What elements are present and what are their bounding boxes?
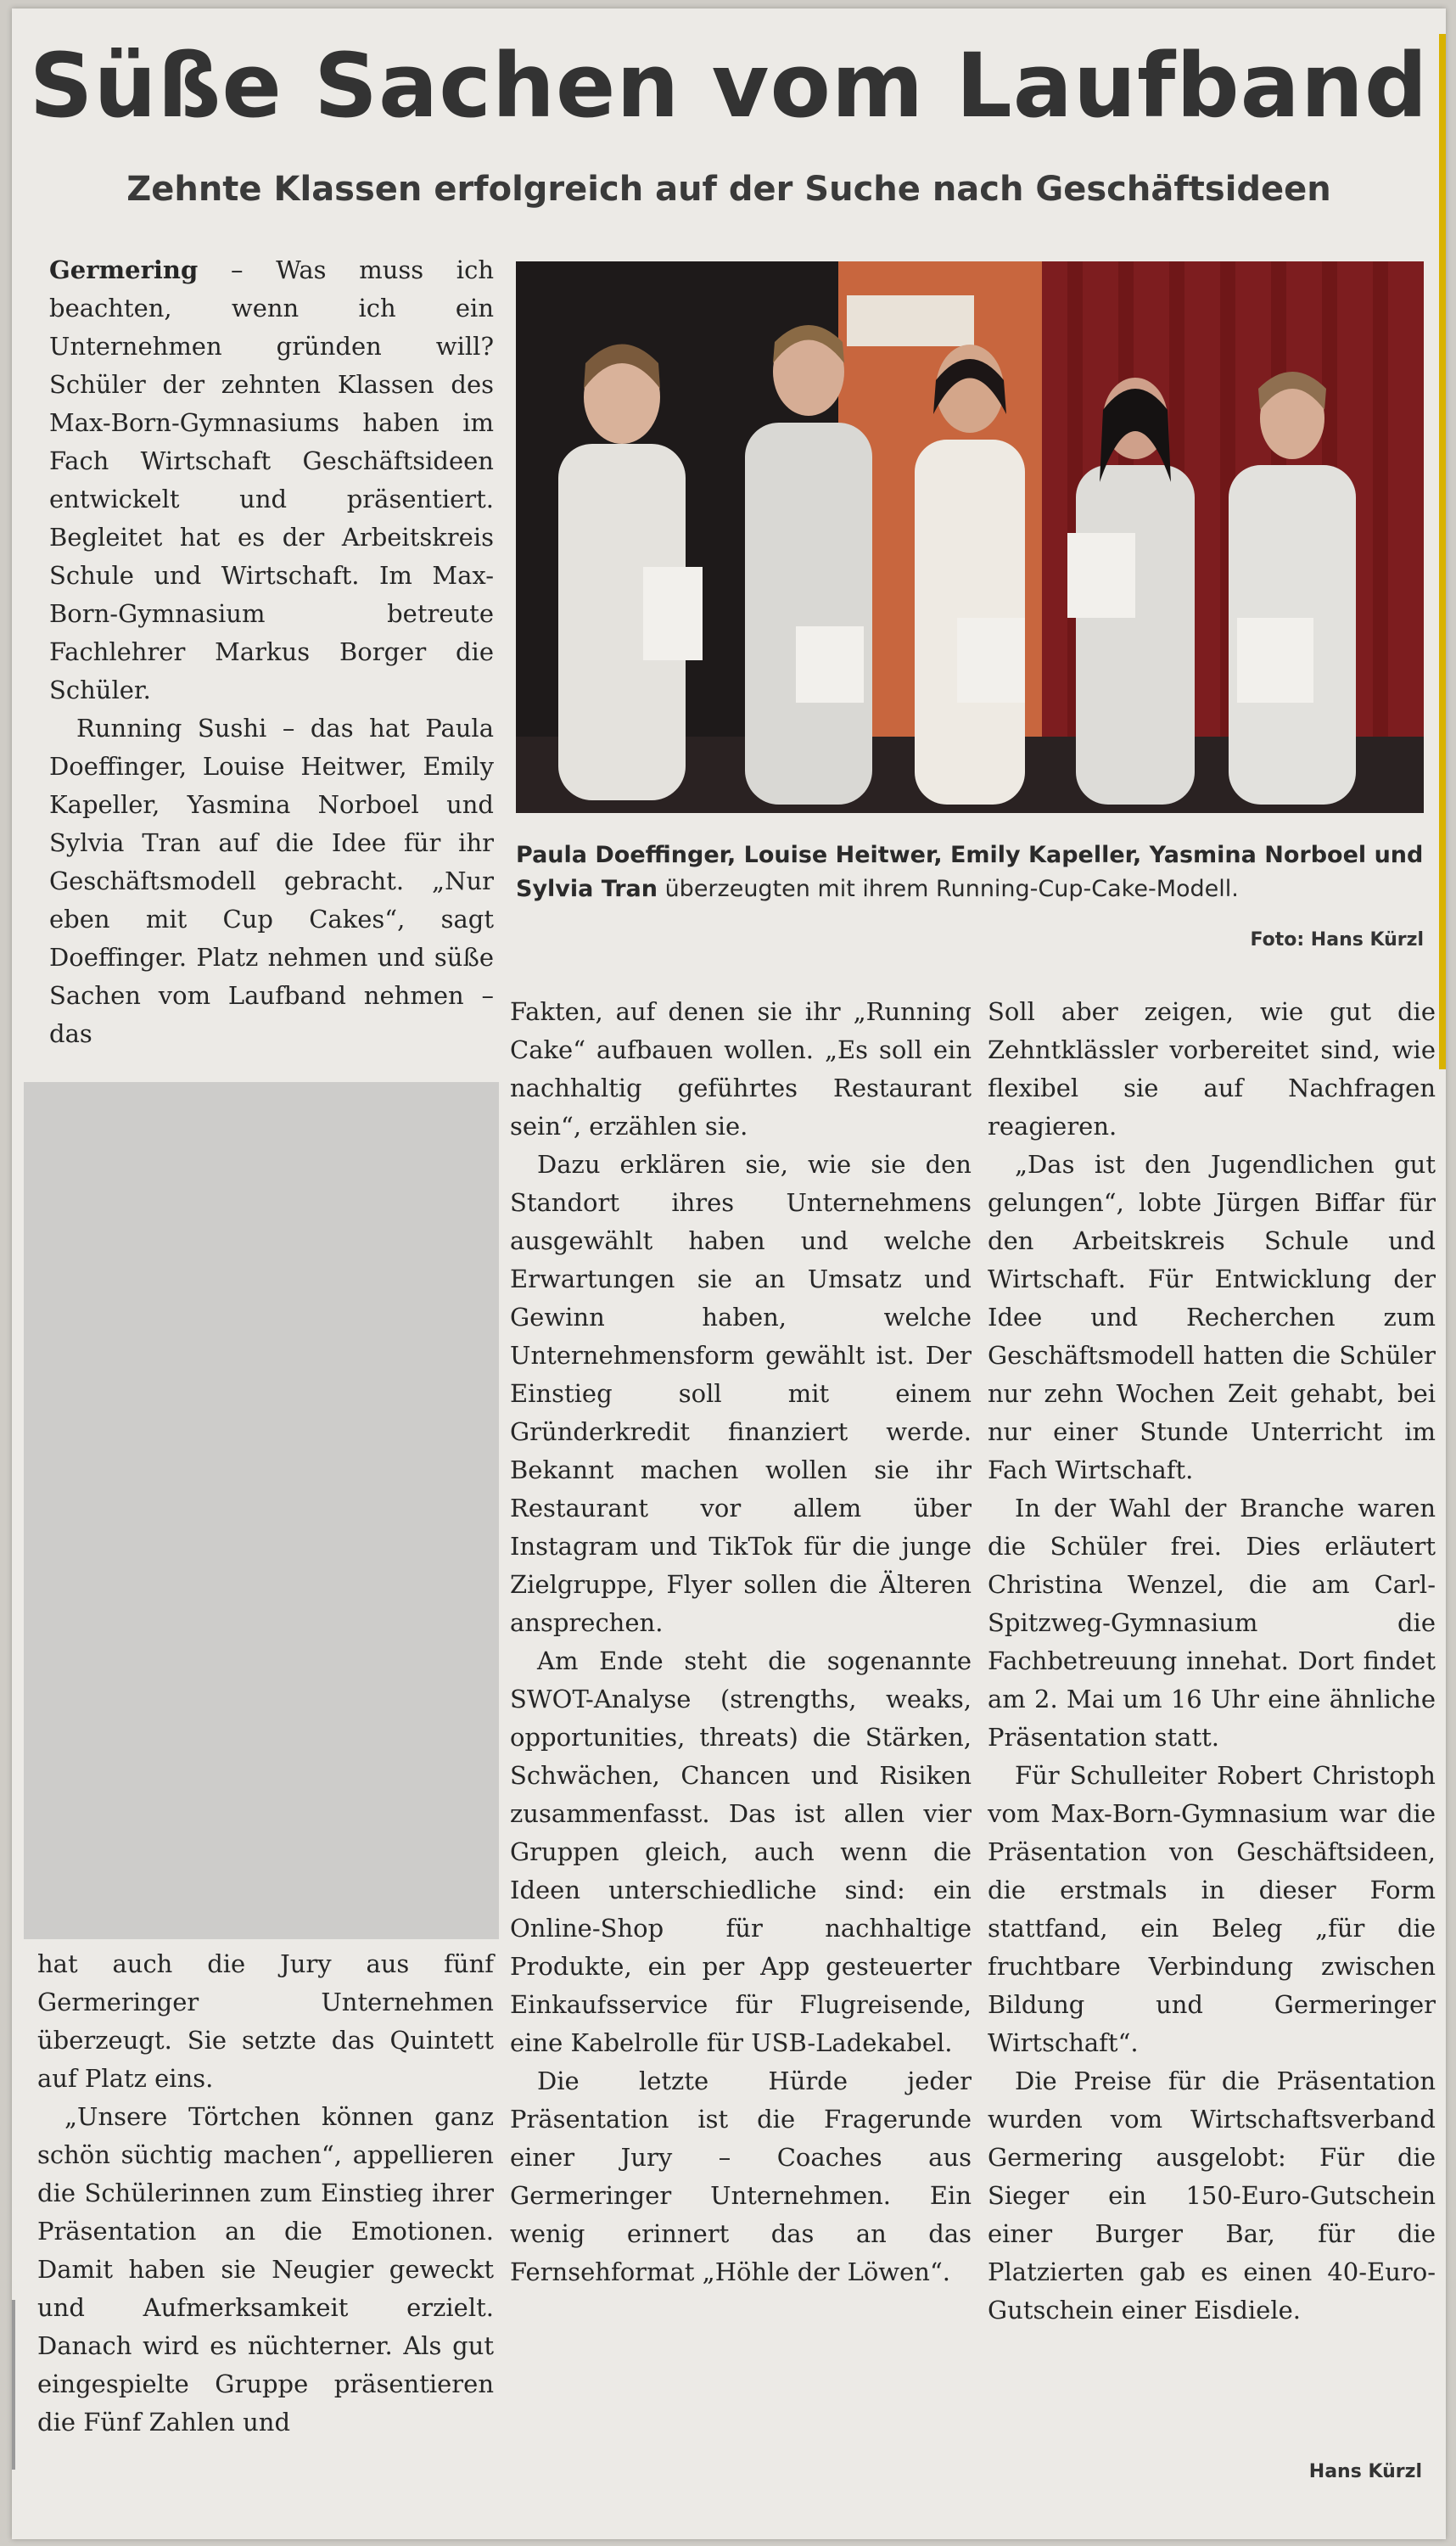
paragraph: Soll aber zeigen, wie gut die Zehntklässler vorbereitet sind, wie flexibel sie auf Nachfragen reagieren. <box>988 997 1436 1141</box>
article-column-2 <box>510 993 972 2291</box>
photo-credit: Foto: Hans Kürzl <box>1250 929 1424 951</box>
blank-ad-space <box>24 1082 499 1939</box>
subheadline: Zehnte Klassen erfolgreich auf der Suche nach Geschäftsideen <box>126 170 1331 209</box>
paragraph <box>49 251 494 709</box>
paragraph: Die letzte Hürde jeder Präsentation ist die Fragerunde einer Jury – Coaches aus Germeringer Unternehmen. Ein wenig erinnert das an das Fernsehformat „Höhle der Löwen“. <box>510 2067 972 2286</box>
paragraph: Die Preise für die Präsentation wurden vom Wirtschaftsverband Germering ausgelobt: Für die Sieger ein 150-Euro-Gutschein einer Burger Bar, für die Platzierten gab es einen 40-Euro-Gutschein einer Eisdiele. <box>988 2067 1436 2324</box>
paragraph-text: – Was muss ich beachten, wenn ich ein Unternehmen gründen will? Schüler der zehnten Klassen des Max-Born-Gymnasiums haben im Fach Wirtschaft Geschäftsideen entwickelt und präsentiert. Begleitet hat es der Arbeitskreis Schule und Wirtschaft. Im Max-Born-Gymnasium betreute Fachlehrer Markus Borger die Schüler. <box>49 255 494 704</box>
paragraph: Für Schulleiter Robert Christoph vom Max-Born-Gymnasium war die Präsentation von Geschäftsideen, die erstmals in dieser Form stattfand, ein Beleg „für die fruchtbare Verbindung zwischen Bildung und Germeringer Wirtschaft“. <box>988 1761 1436 2057</box>
newspaper-page <box>12 8 1446 2539</box>
headline: Süße Sachen vom Laufband <box>29 34 1429 137</box>
paragraph: Am Ende steht die sogenannte SWOT-Analyse (strengths, weaks, opportunities, threats) die Stärken, Schwächen, Chancen und Risiken zusammenfasst. Das ist allen vier Gruppen gleich, auch wenn die Ideen unterschiedliche sind: ein Online-Shop für nachhaltige Produkte, ein per App gesteuerter Einkaufsservice für Flugreisende, eine Kabelrolle für USB-Ladekabel. <box>510 1646 972 2057</box>
article-photo <box>516 261 1424 813</box>
paragraph: Dazu erklären sie, wie sie den Standort ihres Unternehmens ausgewählt haben und welche Erwartungen sie an Umsatz und Gewinn haben, welche Unternehmensform gewählt ist. Der Einstieg soll mit einem Gründerkredit finanziert werde. Bekannt machen wollen sie ihr Restaurant vor allem über Instagram und TikTok für die junge Zielgruppe, Flyer sollen die Älteren ansprechen. <box>510 1150 972 1637</box>
article-column-3 <box>988 993 1436 2330</box>
photo-illustration <box>516 261 1424 813</box>
paragraph: Running Sushi – das hat Paula Doeffinger, Louise Heitwer, Emily Kapeller, Yasmina Norboel und Sylvia Tran auf die Idee für ihr Geschäftsmodell gebracht. „Nur eben mit Cup Cakes“, sagt Doeffinger. Platz nehmen und süße Sachen vom Laufband nehmen – das <box>49 714 494 1048</box>
dateline: Germering <box>49 255 199 284</box>
caption-text: überzeugten mit ihrem Running-Cup-Cake-Modell. <box>657 876 1239 902</box>
page-edge-shadow <box>12 2300 15 2470</box>
paragraph: „Das ist den Jugendlichen gut gelungen“, lobte Jürgen Biffar für den Arbeitskreis Schule und Wirtschaft. Für Entwicklung der Idee und Recherchen zum Geschäftsmodell hatten die Schüler nur zehn Wochen Zeit gehabt, bei nur einer Stunde Unterricht im Fach Wirtschaft. <box>988 1150 1436 1484</box>
paragraph: Fakten, auf denen sie ihr „Running Cake“ aufbauen wollen. „Es soll ein nachhaltig geführtes Restaurant sein“, erzählen sie. <box>510 997 972 1141</box>
paragraph: hat auch die Jury aus fünf Germeringer Unternehmen überzeugt. Sie setzte das Quintett auf Platz eins. <box>37 1949 494 2093</box>
caption-names: Paula Doeffinger, Louise Heitwer, Emily Kapeller, Yasmina Norboel und Sylvia Tran <box>516 842 1424 902</box>
article-column-1-continued <box>37 1945 494 2442</box>
paragraph: „Unsere Törtchen können ganz schön süchtig machen“, appellieren die Schülerinnen zum Einstieg ihrer Präsentation an die Emotionen. Damit haben sie Neugier geweckt und Aufmerksamkeit erzielt. Danach wird es nüchterner. Als gut eingespielte Gruppe präsentieren die Fünf Zahlen und <box>37 2102 494 2437</box>
photo-caption <box>516 838 1424 906</box>
paragraph: In der Wahl der Branche waren die Schüler frei. Dies erläutert Christina Wenzel, die am Carl-Spitzweg-Gymnasium die Fachbetreuung innehat. Dort findet am 2. Mai um 16 Uhr eine ähnliche Präsentation statt. <box>988 1494 1436 1752</box>
article-column-1 <box>49 251 494 1053</box>
author-credit: Hans Kürzl <box>1308 2461 1422 2482</box>
